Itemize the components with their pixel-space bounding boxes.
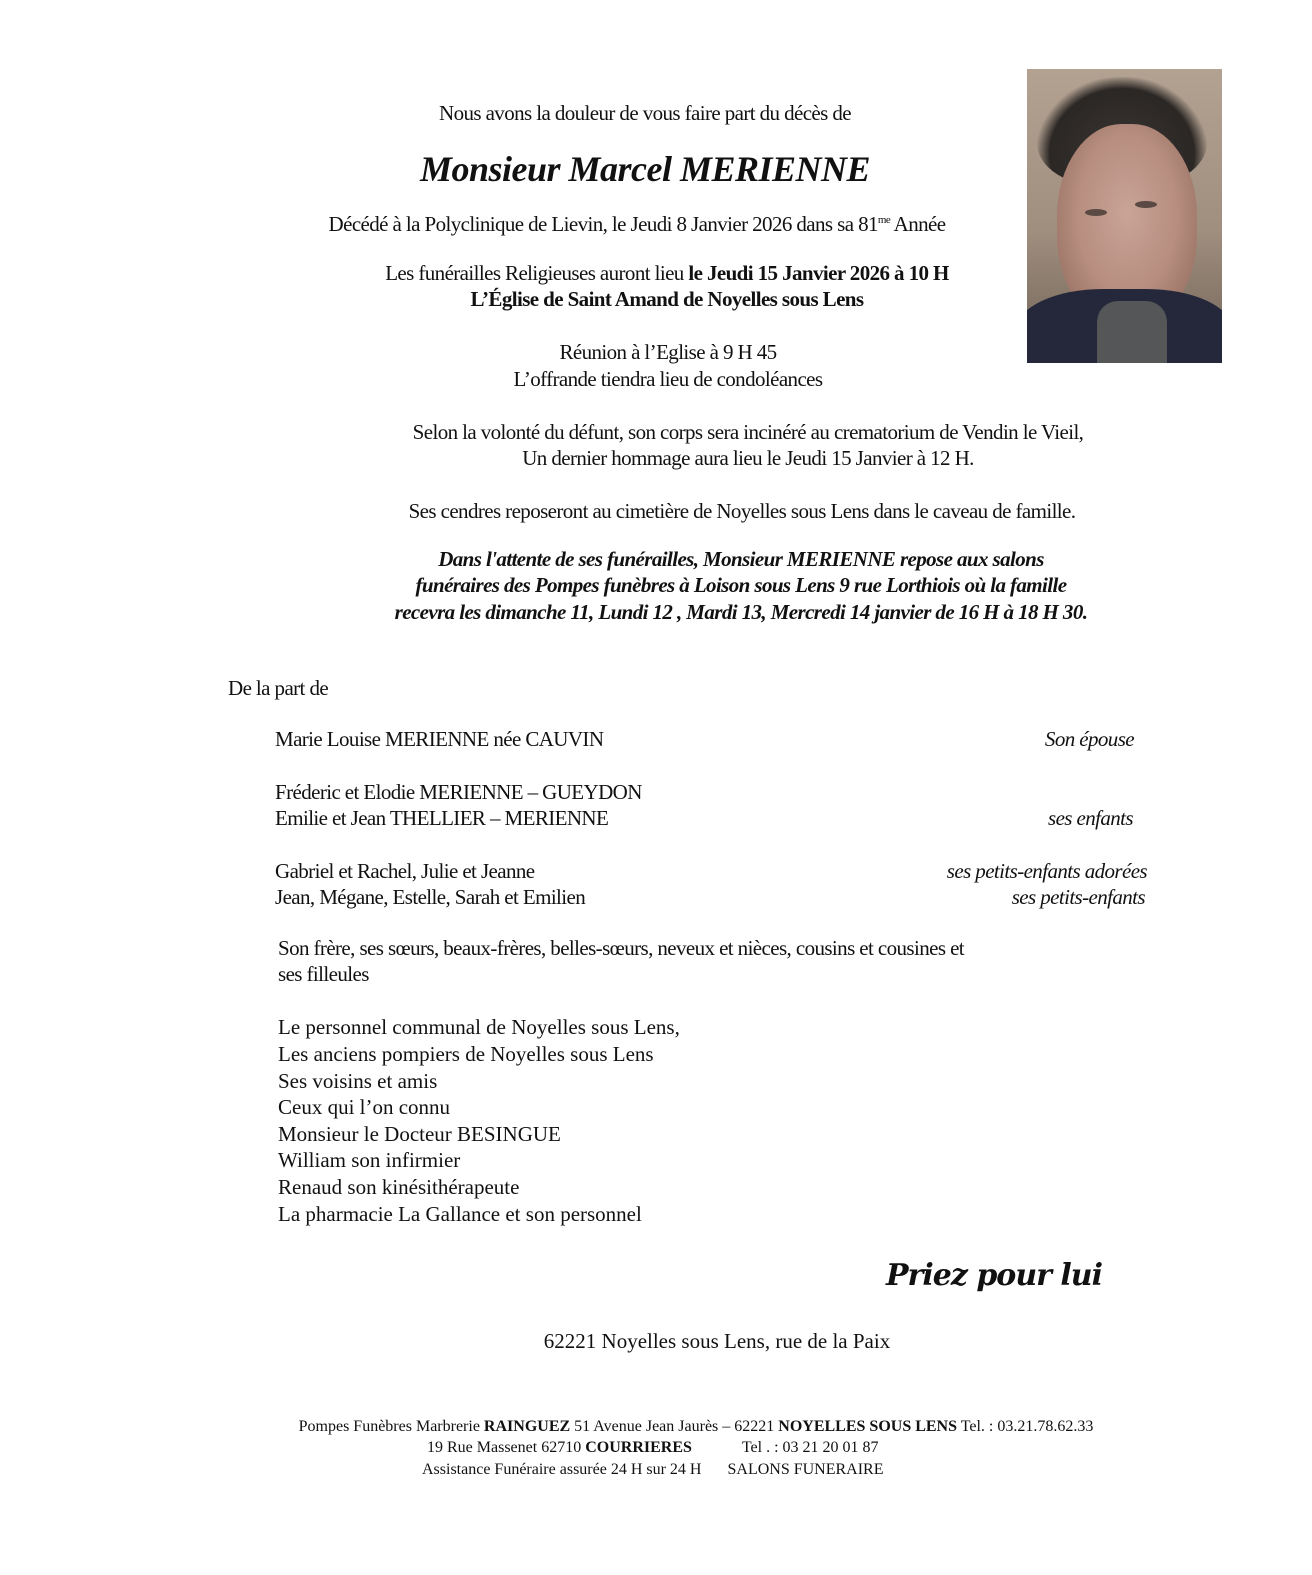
death-details-text: Décédé à la Polyclinique de Lievin, le Jeudi 8 Janvier 2026 dans sa 81	[328, 212, 878, 236]
family-address: 62221 Noyelles sous Lens, rue de la Paix	[543, 1329, 891, 1353]
footer-line-3	[422, 1462, 884, 1478]
funeral-announcement	[385, 263, 949, 284]
meeting-time: Réunion à l’Eglise à 9 H 45	[559, 340, 777, 364]
other-mourner-3: Ses voisins et amis	[278, 1069, 438, 1093]
other-mourner-8: La pharmacie La Gallance et son personnel	[278, 1202, 642, 1226]
church-name: L’Église de Saint Amand de Noyelles sous Lens	[470, 287, 864, 311]
tribute-note: Un dernier hommage aura lieu le Jeudi 15 Janvier à 12 H.	[522, 446, 974, 470]
footer-city: NOYELLES SOUS LENS	[778, 1418, 958, 1435]
family-name-child-1: Fréderic et Elodie MERIENNE – GUEYDON	[275, 780, 642, 804]
intro-text: Nous avons la douleur de vous faire part du décès de	[439, 101, 851, 125]
footer-phone: Tel. : 03.21.78.62.33	[957, 1418, 1094, 1435]
death-details	[329, 214, 946, 235]
salon-line-3: recevra les dimanche 11, Lundi 12 , Mardi 13, Mercredi 14 janvier de 16 H à 18 H 30.	[394, 600, 1088, 624]
footer-address: 51 Avenue Jean Jaurès – 62221	[570, 1418, 779, 1435]
portrait-eye-right	[1135, 201, 1157, 208]
salon-line-2: funéraires des Pompes funèbres à Loison sous Lens 9 rue Lorthiois où la famille	[415, 573, 1067, 597]
other-mourner-4: Ceux qui l’on connu	[278, 1095, 451, 1119]
family-name-grandchildren-1: Gabriel et Rachel, Julie et Jeanne	[275, 859, 535, 883]
family-heading: De la part de	[228, 676, 329, 700]
family-name-child-2: Emilie et Jean THELLIER – MERIENNE	[275, 806, 609, 830]
portrait-eye-left	[1085, 209, 1107, 216]
extended-family-line-1: Son frère, ses sœurs, beaux-frères, belles-sœurs, neveux et nièces, cousins et cousines et	[278, 936, 965, 960]
family-name-spouse: Marie Louise MERIENNE née CAUVIN	[275, 727, 604, 751]
ordinal-suffix: me	[877, 214, 891, 226]
footer-line-2	[427, 1440, 879, 1456]
footer-company: RAINGUEZ	[483, 1418, 571, 1435]
family-relation-grandchildren-1: ses petits-enfants adorées	[946, 859, 1147, 883]
footer-phone-2: Tel . : 03 21 20 01 87	[741, 1439, 879, 1456]
family-relation-grandchildren-2: ses petits-enfants	[1011, 885, 1145, 909]
cremation-note: Selon la volonté du défunt, son corps sera incinéré au crematorium de Vendin le Vieil,	[412, 420, 1084, 444]
ashes-note: Ses cendres reposeront au cimetière de Noyelles sous Lens dans le caveau de famille.	[408, 499, 1076, 523]
family-relation-spouse: Son épouse	[1044, 727, 1134, 751]
portrait-photo	[1027, 69, 1222, 363]
other-mourner-1: Le personnel communal de Noyelles sous Lens,	[278, 1015, 680, 1039]
footer-salons: SALONS FUNERAIRE	[727, 1461, 884, 1478]
deceased-name: Monsieur Marcel MERIENNE	[419, 149, 871, 189]
offering-note: L’offrande tiendra lieu de condoléances	[513, 367, 823, 391]
portrait-collar	[1097, 301, 1167, 363]
family-relation-children: ses enfants	[1048, 806, 1133, 830]
other-mourner-5: Monsieur le Docteur BESINGUE	[278, 1122, 561, 1146]
footer-city-2: COURRIERES	[585, 1439, 692, 1456]
other-mourner-6: William son infirmier	[278, 1148, 461, 1172]
extended-family-line-2: ses filleules	[278, 962, 369, 986]
family-name-grandchildren-2: Jean, Mégane, Estelle, Sarah et Emilien	[275, 885, 586, 909]
funeral-prefix: Les funérailles Religieuses auront lieu	[385, 261, 689, 285]
footer-prefix: Pompes Funèbres Marbrerie	[298, 1418, 484, 1435]
footer-address-2: 19 Rue Massenet 62710	[427, 1439, 586, 1456]
other-mourner-7: Renaud son kinésithérapeute	[278, 1175, 520, 1199]
funeral-date: le Jeudi 15 Janvier 2026 à 10 H	[688, 261, 949, 285]
salon-line-1: Dans l'attente de ses funérailles, Monsieur MERIENNE repose aux salons	[438, 547, 1044, 571]
death-details-year: Année	[890, 212, 946, 236]
footer-assistance: Assistance Funéraire assurée 24 H sur 24 H	[422, 1461, 702, 1478]
footer-line-1	[299, 1419, 1094, 1435]
prayer-text: Priez pour lui	[886, 1258, 1102, 1293]
other-mourner-2: Les anciens pompiers de Noyelles sous Lens	[278, 1042, 654, 1066]
